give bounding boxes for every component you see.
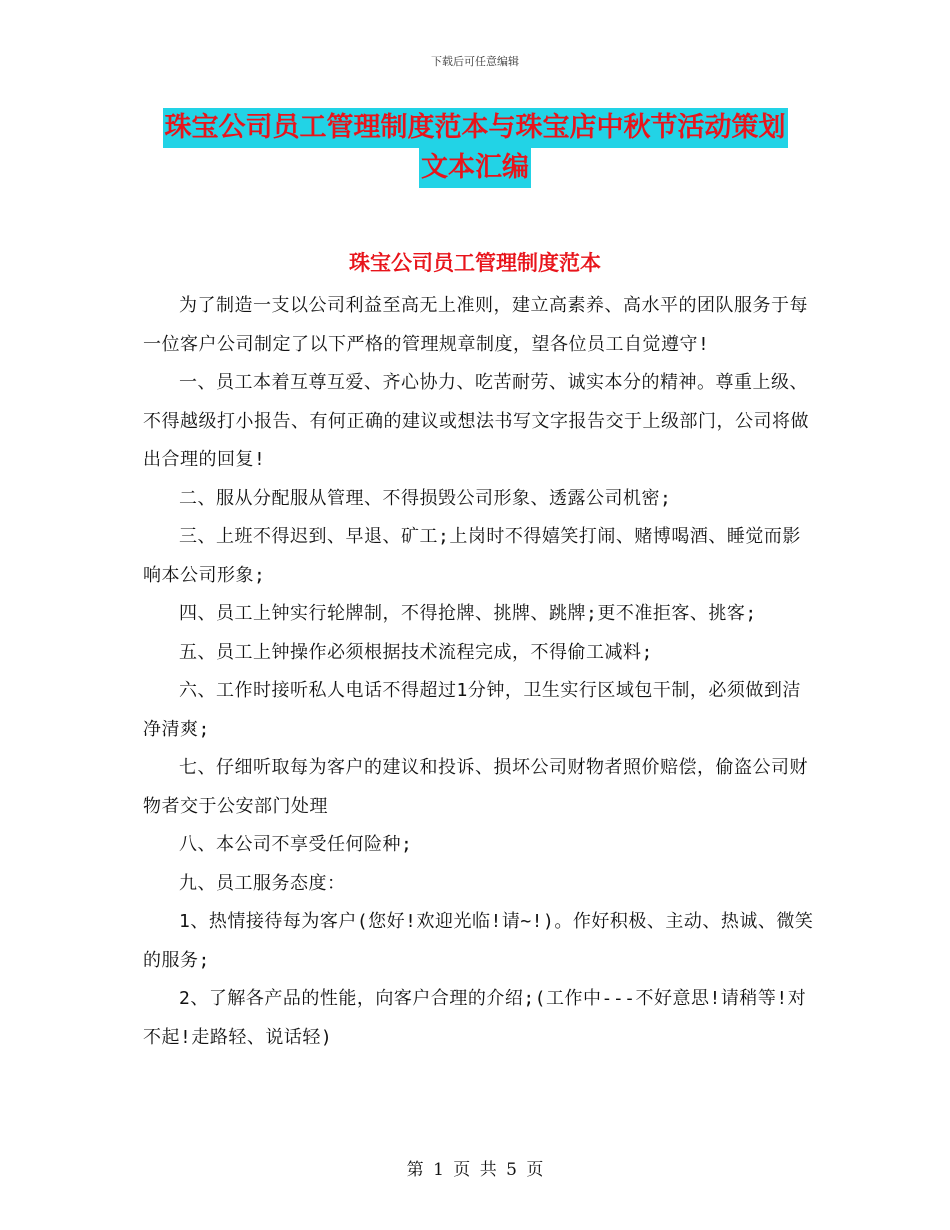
document-title <box>0 108 950 188</box>
header-note: 下载后可任意编辑 <box>431 55 519 68</box>
paragraph-rule-1: 一、员工本着互尊互爱、齐心协力、吃苦耐劳、诚实本分的精神。尊重上级、不得越级打小报告、有何正确的建议或想法书写文字报告交于上级部门，公司将做出合理的回复! <box>143 372 809 470</box>
paragraph-rule-4: 四、员工上钟实行轮牌制，不得抢牌、挑牌、跳牌;更不准拒客、挑客; <box>179 603 757 624</box>
paragraph-rule-2: 二、服从分配服从管理、不得损毁公司形象、透露公司机密; <box>179 487 672 509</box>
paragraph-intro: 为了制造一支以公司利益至高无上准则，建立高素养、高水平的团队服务于每一位客户公司制定了以下严格的管理规章制度，望各位员工自觉遵守! <box>143 295 808 355</box>
document-title-line-1: 珠宝公司员工管理制度范本与珠宝店中秋节活动策划 <box>163 108 788 148</box>
page-number-footer: 第 1 页 共 5 页 <box>406 1160 544 1180</box>
paragraph-rule-6: 六、工作时接听私人电话不得超过1分钟，卫生实行区域包干制，必须做到洁净清爽; <box>143 680 801 740</box>
paragraph-rule-9-item-2: 2、了解各产品的性能，向客户合理的介绍;(工作中---不好意思!请稍等!对不起!走路轻、说话轻) <box>143 988 807 1048</box>
paragraph-rule-5: 五、员工上钟操作必须根据技术流程完成，不得偷工减料; <box>179 641 653 663</box>
paragraph-rule-9-item-1: 1、热情接待每为客户(您好!欢迎光临!请~!)。作好积极、主动、热诚、微笑的服务; <box>143 911 814 971</box>
paragraph-rule-3: 三、上班不得迟到、早退、矿工;上岗时不得嬉笑打闹、赌博喝酒、睡觉而影响本公司形象; <box>143 526 801 586</box>
paragraph-rule-7: 七、仔细听取每为客户的建议和投诉、损坏公司财物者照价赔偿，偷盗公司财物者交于公安部门处理 <box>143 757 808 817</box>
document-title-line-2: 文本汇编 <box>419 148 531 188</box>
paragraph-rule-9: 九、员工服务态度： <box>179 872 346 894</box>
document-body <box>143 287 818 1057</box>
section-title: 珠宝公司员工管理制度范本 <box>349 250 601 275</box>
paragraph-rule-8: 八、本公司不享受任何险种; <box>179 834 413 855</box>
